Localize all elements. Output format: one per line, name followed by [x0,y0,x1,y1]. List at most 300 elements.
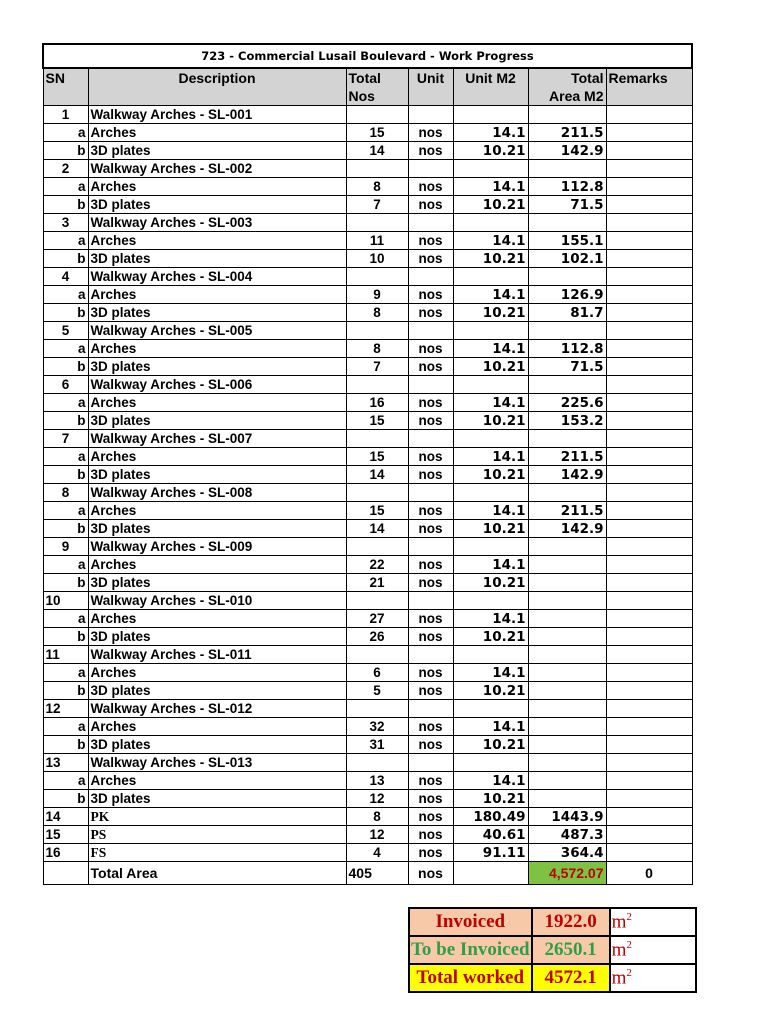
description-cell: 3D plates [88,142,346,160]
table-row [43,178,692,196]
total-unit: nos [408,862,453,885]
header-unit-m2: Unit M2 [453,68,528,106]
summary-table [408,907,697,993]
unit-cell: nos [408,826,453,844]
description-cell: Arches [88,502,346,520]
sub-cell: a [43,502,88,520]
group-row [43,700,692,718]
empty-cell [43,862,88,885]
table-row [43,466,692,484]
empty-cell [606,754,692,772]
description-cell: PK [88,808,346,826]
table-row [43,196,692,214]
empty-cell [346,646,408,664]
group-row [43,214,692,232]
nos-cell: 15 [346,124,408,142]
sub-cell: a [43,340,88,358]
remarks-cell [606,682,692,700]
summary-unit [610,908,696,936]
unit-cell: nos [408,556,453,574]
unit-m2-cell: 10.21 [453,250,528,268]
area-cell: 81.7 [528,304,606,322]
unit-m2-cell: 14.1 [453,772,528,790]
table-row [43,394,692,412]
sub-cell: b [43,628,88,646]
area-cell [528,574,606,592]
table-row [43,124,692,142]
group-row [43,754,692,772]
summary-value: 2650.1 [532,936,610,964]
summary-label: Total worked [409,964,532,992]
table-row [43,142,692,160]
unit-m2-cell: 10.21 [453,142,528,160]
empty-cell [606,646,692,664]
sub-cell: b [43,250,88,268]
empty-cell [528,160,606,178]
description-cell: FS [88,844,346,862]
sub-cell: b [43,574,88,592]
summary-row [409,908,696,936]
area-cell [528,736,606,754]
table-row [43,358,692,376]
nos-cell: 8 [346,808,408,826]
header-total-nos-line2: Nos [348,88,375,104]
summary-value: 1922.0 [532,908,610,936]
sub-cell: b [43,790,88,808]
sn-cell: 10 [43,592,88,610]
description-cell: Arches [88,394,346,412]
unit-cell: nos [408,682,453,700]
area-cell: 211.5 [528,502,606,520]
unit-cell: nos [408,574,453,592]
empty-cell [408,754,453,772]
unit-exponent: 2 [626,910,632,923]
empty-cell [346,214,408,232]
empty-cell [606,106,692,124]
group-row [43,484,692,502]
remarks-cell [606,736,692,754]
description-cell: 3D plates [88,790,346,808]
nos-cell: 12 [346,826,408,844]
remarks-cell [606,448,692,466]
unit-cell: nos [408,718,453,736]
empty-cell [346,160,408,178]
empty-cell [528,592,606,610]
sn-cell: 8 [43,484,88,502]
unit-cell: nos [408,124,453,142]
unit-cell: nos [408,142,453,160]
description-cell: Arches [88,178,346,196]
sub-cell: b [43,736,88,754]
group-name: Walkway Arches - SL-004 [88,268,346,286]
empty-cell [453,430,528,448]
nos-cell: 22 [346,556,408,574]
group-name: Walkway Arches - SL-007 [88,430,346,448]
group-row [43,430,692,448]
unit-base: m [611,967,627,989]
header-total-area-line1: Total [571,70,604,86]
empty-cell [408,322,453,340]
unit-m2-cell: 10.21 [453,304,528,322]
nos-cell: 8 [346,304,408,322]
remarks-cell [606,790,692,808]
empty-cell [453,592,528,610]
sn-cell: 15 [43,826,88,844]
group-name: Walkway Arches - SL-009 [88,538,346,556]
summary-row [409,964,696,992]
empty-cell [606,430,692,448]
empty-cell [528,376,606,394]
remarks-cell [606,502,692,520]
unit-cell: nos [408,466,453,484]
area-cell [528,664,606,682]
empty-cell [346,268,408,286]
group-name: Walkway Arches - SL-011 [88,646,346,664]
empty-cell [453,214,528,232]
area-cell: 1443.9 [528,808,606,826]
empty-cell [408,646,453,664]
description-cell: 3D plates [88,736,346,754]
nos-cell: 32 [346,718,408,736]
empty-cell [453,700,528,718]
summary-unit [610,964,696,992]
empty-cell [408,484,453,502]
table-row [43,412,692,430]
remarks-cell [606,808,692,826]
table-row [43,502,692,520]
group-row [43,376,692,394]
unit-cell: nos [408,664,453,682]
description-cell: 3D plates [88,628,346,646]
group-name: Walkway Arches - SL-012 [88,700,346,718]
empty-cell [453,538,528,556]
unit-cell: nos [408,286,453,304]
remarks-cell [606,466,692,484]
empty-cell [346,538,408,556]
remarks-cell [606,358,692,376]
table-row [43,610,692,628]
unit-m2-cell: 14.1 [453,448,528,466]
empty-cell [408,268,453,286]
area-cell: 71.5 [528,358,606,376]
empty-cell [408,106,453,124]
table-row [43,736,692,754]
nos-cell: 4 [346,844,408,862]
area-cell: 155.1 [528,232,606,250]
description-cell: PS [88,826,346,844]
empty-cell [606,268,692,286]
area-cell: 142.9 [528,466,606,484]
sub-cell: b [43,412,88,430]
sn-cell: 2 [43,160,88,178]
empty-cell [453,484,528,502]
description-cell: Arches [88,448,346,466]
sub-cell: b [43,358,88,376]
empty-cell [528,754,606,772]
empty-cell [408,214,453,232]
remarks-cell [606,520,692,538]
sub-cell: a [43,394,88,412]
empty-cell [528,700,606,718]
description-cell: Arches [88,340,346,358]
sub-cell: b [43,196,88,214]
empty-cell [606,592,692,610]
empty-cell [606,214,692,232]
empty-cell [453,106,528,124]
area-cell [528,718,606,736]
group-name: Walkway Arches - SL-001 [88,106,346,124]
total-nos: 405 [346,862,408,885]
nos-cell: 7 [346,196,408,214]
nos-cell: 15 [346,448,408,466]
nos-cell: 16 [346,394,408,412]
unit-cell: nos [408,448,453,466]
table-row [43,250,692,268]
unit-m2-cell: 10.21 [453,682,528,700]
nos-cell: 14 [346,466,408,484]
unit-m2-cell: 14.1 [453,556,528,574]
area-cell: 225.6 [528,394,606,412]
unit-m2-cell: 10.21 [453,358,528,376]
empty-cell [453,646,528,664]
description-cell: 3D plates [88,574,346,592]
empty-cell [528,322,606,340]
remarks-cell [606,394,692,412]
empty-cell [408,430,453,448]
empty-cell [346,700,408,718]
unit-cell: nos [408,178,453,196]
unit-cell: nos [408,502,453,520]
sub-cell: a [43,232,88,250]
sn-cell: 14 [43,808,88,826]
empty-cell [408,592,453,610]
unit-cell: nos [408,196,453,214]
unit-exponent: 2 [626,938,632,951]
empty-cell [408,700,453,718]
unit-base: m [611,911,627,933]
table-row [43,718,692,736]
remarks-cell [606,286,692,304]
remarks-cell [606,304,692,322]
empty-cell [453,754,528,772]
sheet-title: 723 - Commercial Lusail Boulevard - Work Progress [43,44,692,68]
empty-cell [346,592,408,610]
sub-cell: a [43,556,88,574]
unit-m2-cell: 91.11 [453,844,528,862]
empty-cell [346,754,408,772]
remarks-cell [606,844,692,862]
area-cell [528,790,606,808]
empty-cell [606,322,692,340]
unit-cell: nos [408,844,453,862]
sub-cell: a [43,286,88,304]
unit-m2-cell: 14.1 [453,232,528,250]
unit-cell: nos [408,628,453,646]
empty-cell [453,160,528,178]
unit-cell: nos [408,358,453,376]
unit-cell: nos [408,394,453,412]
table-row [43,340,692,358]
sn-cell: 3 [43,214,88,232]
description-cell: 3D plates [88,358,346,376]
unit-cell: nos [408,808,453,826]
description-cell: Arches [88,556,346,574]
unit-exponent: 2 [626,966,632,979]
area-cell: 126.9 [528,286,606,304]
table-row [43,682,692,700]
empty-cell [528,538,606,556]
unit-m2-cell: 14.1 [453,124,528,142]
unit-cell: nos [408,736,453,754]
area-cell: 112.8 [528,340,606,358]
table-row [43,304,692,322]
nos-cell: 14 [346,142,408,160]
sn-cell: 11 [43,646,88,664]
table-row [43,790,692,808]
unit-cell: nos [408,412,453,430]
sn-cell: 13 [43,754,88,772]
unit-m2-cell: 10.21 [453,628,528,646]
remarks-cell [606,772,692,790]
sub-cell: a [43,610,88,628]
table-row [43,844,692,862]
group-row [43,646,692,664]
sub-cell: a [43,718,88,736]
header-unit: Unit [408,68,453,106]
area-cell: 112.8 [528,178,606,196]
unit-cell: nos [408,250,453,268]
nos-cell: 21 [346,574,408,592]
area-cell [528,556,606,574]
unit-m2-cell: 14.1 [453,718,528,736]
remarks-cell [606,556,692,574]
unit-cell: nos [408,232,453,250]
table-row [43,556,692,574]
empty-cell [453,376,528,394]
area-cell: 487.3 [528,826,606,844]
table-row [43,448,692,466]
remarks-cell [606,178,692,196]
header-total-area [528,68,606,106]
empty-cell [528,268,606,286]
area-cell: 364.4 [528,844,606,862]
empty-cell [453,322,528,340]
nos-cell: 6 [346,664,408,682]
empty-cell [346,106,408,124]
empty-cell [528,214,606,232]
description-cell: Arches [88,772,346,790]
empty-cell [408,376,453,394]
table-row [43,664,692,682]
unit-m2-cell: 10.21 [453,520,528,538]
area-cell: 211.5 [528,124,606,142]
description-cell: Arches [88,664,346,682]
group-row [43,538,692,556]
area-cell: 142.9 [528,142,606,160]
table-row [43,808,692,826]
empty-cell [606,160,692,178]
area-cell [528,628,606,646]
header-total-nos-line1: Total [348,70,381,86]
remarks-cell [606,340,692,358]
remarks-cell [606,610,692,628]
sn-cell: 5 [43,322,88,340]
unit-m2-cell: 10.21 [453,736,528,754]
nos-cell: 14 [346,520,408,538]
nos-cell: 15 [346,412,408,430]
unit-cell: nos [408,340,453,358]
table-row [43,772,692,790]
total-area: 4,572.07 [528,862,606,885]
remarks-cell [606,664,692,682]
unit-m2-cell: 180.49 [453,808,528,826]
total-remarks: 0 [606,862,692,885]
area-cell [528,682,606,700]
sn-cell: 12 [43,700,88,718]
unit-cell: nos [408,610,453,628]
description-cell: Arches [88,124,346,142]
summary-label: Invoiced [409,908,532,936]
description-cell: 3D plates [88,682,346,700]
sn-cell: 1 [43,106,88,124]
description-cell: 3D plates [88,412,346,430]
empty-cell [408,538,453,556]
unit-base: m [611,939,627,961]
summary-unit [610,936,696,964]
empty-cell [606,538,692,556]
table-row [43,232,692,250]
group-name: Walkway Arches - SL-005 [88,322,346,340]
sn-cell: 7 [43,430,88,448]
remarks-cell [606,250,692,268]
sub-cell: a [43,772,88,790]
empty-cell [408,160,453,178]
description-cell: 3D plates [88,520,346,538]
header-row [43,68,692,106]
sub-cell: a [43,448,88,466]
nos-cell: 13 [346,772,408,790]
sub-cell: a [43,178,88,196]
sub-cell: b [43,466,88,484]
sub-cell: b [43,682,88,700]
empty-cell [528,430,606,448]
table-row [43,574,692,592]
table-row [43,520,692,538]
unit-m2-cell: 14.1 [453,178,528,196]
unit-m2-cell: 14.1 [453,664,528,682]
area-cell: 142.9 [528,520,606,538]
group-name: Walkway Arches - SL-006 [88,376,346,394]
empty-cell [453,268,528,286]
group-name: Walkway Arches - SL-003 [88,214,346,232]
group-row [43,106,692,124]
description-cell: 3D plates [88,250,346,268]
sub-cell: a [43,664,88,682]
table-row [43,628,692,646]
sub-cell: b [43,304,88,322]
group-row [43,322,692,340]
description-cell: 3D plates [88,196,346,214]
area-cell [528,772,606,790]
header-remarks: Remarks [606,68,692,106]
empty-cell [606,376,692,394]
unit-m2-cell: 10.21 [453,412,528,430]
group-name: Walkway Arches - SL-013 [88,754,346,772]
remarks-cell [606,628,692,646]
description-cell: Arches [88,232,346,250]
unit-m2-cell: 14.1 [453,286,528,304]
sn-cell: 6 [43,376,88,394]
